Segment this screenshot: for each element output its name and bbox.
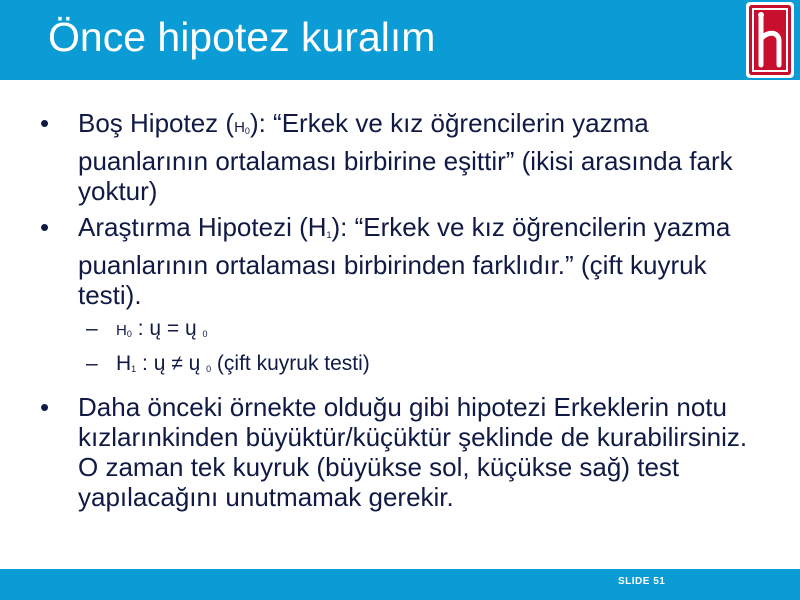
bullet-text-prefix: Araştırma Hipotezi (H	[78, 212, 327, 242]
mu-subscript: 0	[206, 364, 212, 374]
bullet-marker: •	[40, 212, 50, 242]
slide-title: Önce hipotez kuralım	[48, 14, 436, 60]
footer-bar	[0, 566, 800, 600]
bullet-one-tailed-note	[38, 392, 773, 512]
university-logo	[746, 2, 794, 78]
hypothesis-symbol: H	[116, 322, 127, 339]
subitem-h0	[38, 316, 773, 347]
bullet-text-suffix: ): “Erkek ve kız öğrencilerin yazma puanlarının ortalaması birbirinden farklıdır.” (çift kuyruk testi).	[78, 212, 731, 310]
hypothesis-subscript: 0	[126, 329, 132, 339]
dash-marker: –	[86, 352, 98, 375]
logo-icon	[749, 5, 791, 75]
hypothesis-subscript: 0	[244, 126, 250, 136]
bullet-text-prefix: Boş Hipotez (	[78, 108, 235, 138]
bullet-null-hypothesis	[38, 108, 773, 206]
bullet-research-hypothesis	[38, 212, 773, 310]
bullet-text-suffix: ): “Erkek ve kız öğrencilerin yazma puanlarının ortalaması birbirine eşittir” (ikisi arasında fark yoktur)	[78, 108, 733, 206]
slide-content	[38, 108, 773, 518]
hypothesis-equation: : ų ≠ ų	[136, 352, 207, 375]
bullet-marker: •	[40, 108, 50, 138]
mu-subscript: 0	[202, 329, 208, 339]
slide-number: SLIDE 51	[618, 576, 666, 587]
hypothesis-subscript: 1	[131, 364, 137, 374]
bullet-text: Daha önceki örnekte olduğu gibi hipotezi Erkeklerin notu kızlarınkinden büyüktür/küçüktür şeklinde de kurabilirsiniz. O zaman tek kuyruk (büyükse sol, küçükse sağ) test yapılacağını unutmamak gerekir.	[78, 392, 748, 512]
hypothesis-symbol: H	[234, 119, 245, 136]
dash-marker: –	[86, 317, 98, 340]
h-logo-icon	[749, 5, 791, 75]
hypothesis-note: (çift kuyruk testi)	[211, 352, 370, 375]
subitem-h1	[38, 351, 773, 382]
hypothesis-equation: : ų = ų	[131, 317, 203, 340]
bullet-marker: •	[40, 392, 50, 422]
hypothesis-symbol: H	[116, 352, 132, 375]
hypothesis-subscript: 1	[326, 230, 332, 240]
